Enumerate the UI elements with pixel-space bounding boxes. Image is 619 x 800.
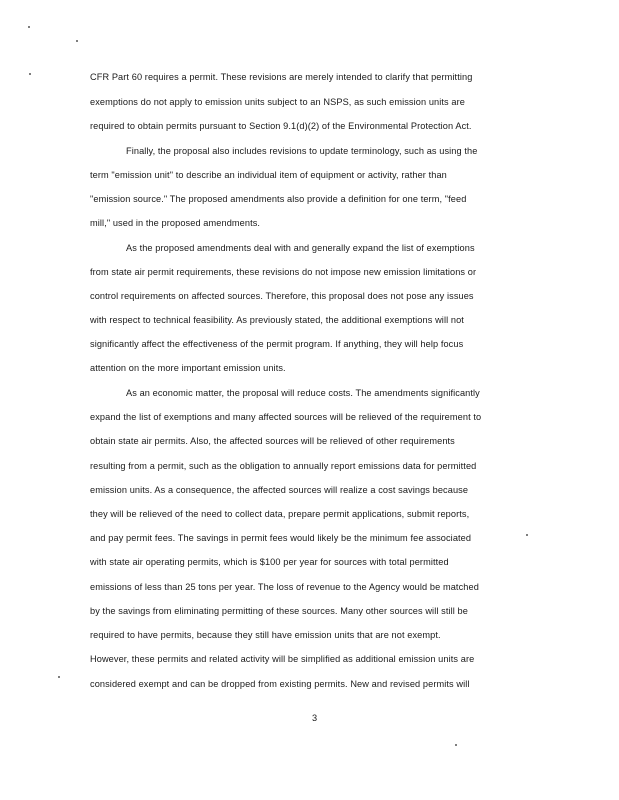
text-line: they will be relieved of the need to collect data, prepare permit applications, submit reports,	[90, 509, 470, 519]
scan-speck	[58, 676, 60, 678]
text-line: significantly affect the effectiveness of the permit program. If anything, they will help focus	[90, 339, 464, 349]
text-line: resulting from a permit, such as the obligation to annually report emissions data for permitted	[90, 461, 477, 471]
text-line: required to obtain permits pursuant to Section 9.1(d)(2) of the Environmental Protection Act.	[90, 121, 472, 131]
text-line: considered exempt and can be dropped from existing permits. New and revised permits will	[90, 679, 470, 689]
text-line: obtain state air permits. Also, the affected sources will be relieved of other requirements	[90, 436, 455, 446]
text-line: by the savings from eliminating permitting of these sources. Many other sources will still be	[90, 606, 468, 616]
text-line: attention on the more important emission units.	[90, 363, 286, 373]
text-line: CFR Part 60 requires a permit. These revisions are merely intended to clarify that permitting	[90, 72, 473, 82]
text-line: However, these permits and related activity will be simplified as additional emission units are	[90, 654, 475, 664]
text-line: required to have permits, because they still have emission units that are not exempt.	[90, 630, 441, 640]
text-line: term "emission unit" to describe an individual item of equipment or activity, rather than	[90, 170, 447, 180]
text-line: As the proposed amendments deal with and generally expand the list of exemptions	[126, 243, 475, 253]
text-line: and pay permit fees. The savings in permit fees would likely be the minimum fee associated	[90, 533, 472, 543]
page-number: 3	[312, 713, 318, 723]
scan-speck	[76, 40, 78, 42]
text-line: Finally, the proposal also includes revisions to update terminology, such as using the	[126, 146, 478, 156]
scan-speck	[28, 26, 30, 28]
text-line: exemptions do not apply to emission units subject to an NSPS, as such emission units are	[90, 97, 465, 107]
scan-speck	[455, 744, 457, 746]
text-line: with respect to technical feasibility. As previously stated, the additional exemptions will not	[90, 315, 464, 325]
text-line: emissions of less than 25 tons per year. The loss of revenue to the Agency would be matched	[90, 582, 479, 592]
scan-speck	[29, 73, 31, 75]
text-line: emission units. As a consequence, the affected sources will realize a cost savings because	[90, 485, 469, 495]
text-line: "emission source." The proposed amendments also provide a definition for one term, "feed	[90, 194, 467, 204]
text-line: from state air permit requirements, these revisions do not impose new emission limitations or	[90, 267, 477, 277]
scan-speck	[526, 534, 528, 536]
text-line: expand the list of exemptions and many affected sources will be relieved of the requirement to	[90, 412, 482, 422]
text-line: with state air operating permits, which is $100 per year for sources with total permitted	[90, 557, 449, 567]
text-line: control requirements on affected sources. Therefore, this proposal does not pose any issues	[90, 291, 474, 301]
text-line: As an economic matter, the proposal will reduce costs. The amendments significantly	[126, 388, 480, 398]
text-line: mill," used in the proposed amendments.	[90, 218, 261, 228]
